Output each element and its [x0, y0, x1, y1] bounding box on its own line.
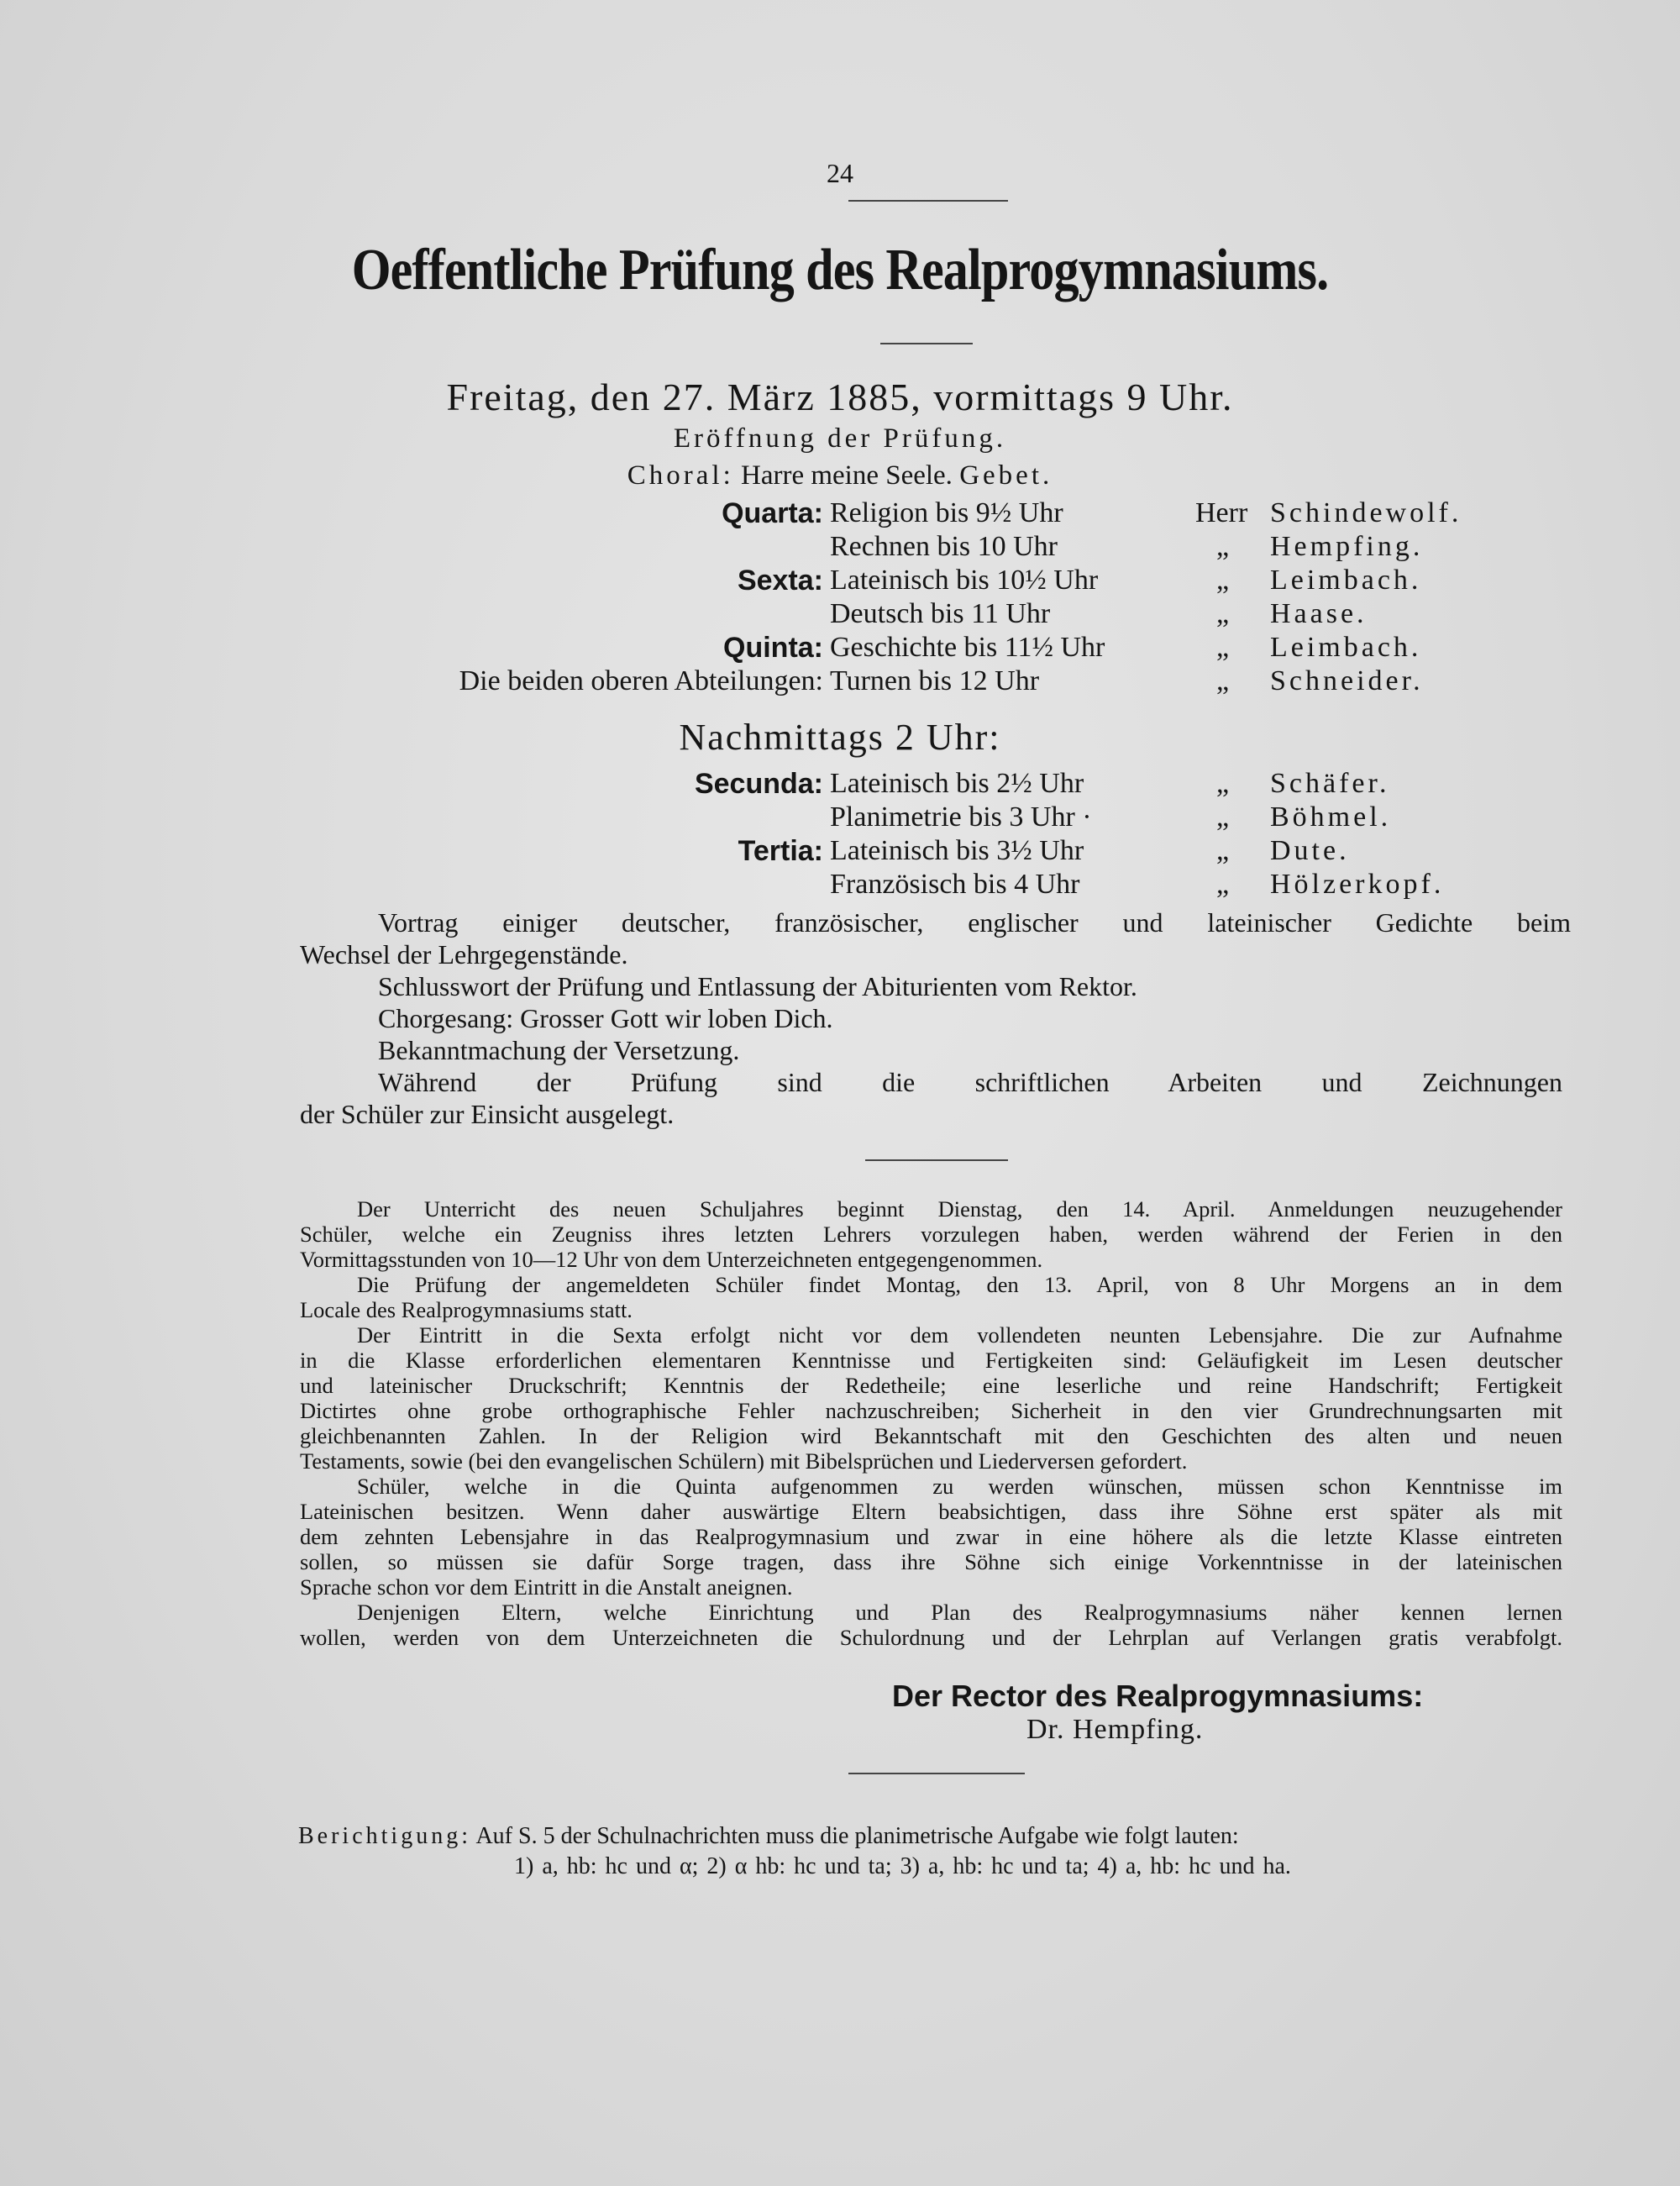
schedule-row — [0, 632, 1680, 665]
schedule-row — [0, 835, 1680, 869]
choral-label: Choral: — [627, 460, 734, 491]
section-rule — [865, 1159, 1008, 1161]
choral-text: Harre meine Seele. — [740, 460, 953, 491]
class-label: Quinta: — [723, 632, 823, 664]
ditto-mark: „ — [1216, 869, 1230, 900]
class-label: Die beiden oberen Abteilungen: — [459, 665, 823, 696]
schedule-row — [0, 801, 1680, 835]
schedule-row — [0, 768, 1680, 801]
notice-line: Vormittagsstunden von 10—12 Uhr von dem Unterzeichneten entgegengenommen. — [300, 1247, 1043, 1272]
class-label: Quarta: — [722, 497, 823, 529]
subject: Turnen bis 12 Uhr — [830, 665, 1040, 696]
notice-line: Schüler, welche in die Quinta aufgenommen zu werden wünschen, müssen schon Kenntnisse im — [357, 1474, 1562, 1499]
subject: Planimetrie bis 3 Uhr · — [830, 801, 1092, 833]
teacher: Haase. — [1270, 598, 1368, 629]
notice-line: dem zehnten Lebensjahre in das Realprogymnasium und zwar in eine höhere als die letzte Klasse eintreten — [300, 1524, 1562, 1549]
subject: Religion bis 9½ Uhr — [830, 497, 1063, 528]
schedule-row — [0, 565, 1680, 598]
closing-line: Während der Prüfung sind die schriftlichen Arbeiten und Zeichnungen — [378, 1067, 1562, 1097]
signature-name: Dr. Hempfing. — [1026, 1714, 1204, 1745]
notice-line: Schüler, welche ein Zeugniss ihres letzten Lehrers vorzulegen haben, werden während der Ferien in den — [300, 1222, 1562, 1247]
correction-label: Berichtigung: — [298, 1823, 471, 1849]
ditto-mark: „ — [1216, 801, 1230, 833]
correction-items: 1) a, hb: hc und α; 2) α hb: hc und ta; 3) a, hb: hc und ta; 4) a, hb: hc und ha. — [514, 1853, 1291, 1879]
teacher: Dute. — [1270, 835, 1350, 866]
subject: Deutsch bis 11 Uhr — [830, 598, 1051, 629]
notice-line: Denjenigen Eltern, welche Einrichtung und Plan des Realprogymnasiums näher kennen lernen — [357, 1600, 1562, 1625]
schedule-row — [0, 531, 1680, 565]
notice-line: sollen, so müssen sie dafür Sorge tragen, dass ihre Söhne sich einige Vorkenntnisse in der lateinischen — [300, 1549, 1562, 1574]
closing-line: Chorgesang: Grosser Gott wir loben Dich. — [378, 1003, 833, 1033]
afternoon-heading: Nachmittags 2 Uhr: — [679, 717, 1001, 758]
subject: Lateinisch bis 3½ Uhr — [830, 835, 1084, 866]
prayer-label: Gebet. — [959, 460, 1053, 491]
notice-line: in die Klasse erforderlichen elementaren Kenntnisse und Fertigkeiten sind: Geläufigkeit im Lesen deutscher — [300, 1348, 1562, 1373]
notice-line: Der Unterricht des neuen Schuljahres beginnt Dienstag, den 14. April. Anmeldungen neuzugehender — [357, 1196, 1562, 1222]
ditto-mark: „ — [1216, 565, 1230, 596]
notice-line: Testaments, sowie (bei den evangelischen Schülern) mit Bibelsprüchen und Liederversen gefordert. — [300, 1448, 1188, 1474]
teacher: Hölzerkopf. — [1270, 869, 1445, 900]
ditto-mark: „ — [1216, 835, 1230, 866]
notice-line: Lateinischen besitzen. Wenn daher auswärtige Eltern beabsichtigen, dass ihre Söhne erst später als mit — [300, 1499, 1562, 1524]
footer-rule — [848, 1773, 1025, 1774]
notice-line: wollen, werden von dem Unterzeichneten die Schulordnung und der Lehrplan auf Verlangen gratis verabfolgt. — [300, 1625, 1562, 1650]
schedule-row — [0, 665, 1680, 699]
notice-line: gleichbenannten Zahlen. In der Religion wird Bekanntschaft mit den Geschichten des alten und neuen — [300, 1423, 1562, 1448]
schedule-row — [0, 497, 1680, 531]
class-label: Sexta: — [737, 565, 823, 596]
schedule-row — [0, 598, 1680, 632]
ditto-mark: „ — [1216, 665, 1230, 696]
teacher: Schneider. — [1270, 665, 1424, 696]
notice-line: Locale des Realprogymnasiums statt. — [300, 1297, 633, 1322]
ditto-mark: „ — [1216, 632, 1230, 663]
signature-title: Der Rector des Realprogymnasiums: — [892, 1679, 1424, 1713]
class-label: Secunda: — [694, 768, 823, 800]
subject: Rechnen bis 10 Uhr — [830, 531, 1058, 562]
closing-line: Schlusswort der Prüfung und Entlassung der Abiturienten vom Rektor. — [378, 971, 1137, 1001]
choral-line — [0, 460, 1680, 491]
ditto-mark: „ — [1216, 768, 1230, 799]
opening-line: Eröffnung der Prüfung. — [673, 423, 1007, 454]
teacher: Hempfing. — [1270, 531, 1424, 562]
closing-line: Vortrag einiger deutscher, französischer, englischer und lateinischer Gedichte beim — [378, 907, 1571, 938]
notice-line: Dictirtes ohne grobe orthographische Fehler nachzuschreiben; Sicherheit in den vier Grundrechnungsarten mit — [300, 1398, 1562, 1423]
closing-line: Bekanntmachung der Versetzung. — [378, 1035, 740, 1065]
subject: Lateinisch bis 10½ Uhr — [830, 565, 1099, 596]
page-number: 24 — [827, 158, 853, 188]
ditto-mark: „ — [1216, 598, 1230, 629]
teacher: Schindewolf. — [1270, 497, 1462, 528]
closing-line: Wechsel der Lehrgegenstände. — [300, 939, 628, 970]
ditto-mark: „ — [1216, 531, 1230, 562]
teacher: Böhmel. — [1270, 801, 1392, 833]
teacher: Leimbach. — [1270, 565, 1422, 596]
subject: Lateinisch bis 2½ Uhr — [830, 768, 1084, 799]
notice-line: und lateinischer Druckschrift; Kenntnis der Redetheile; eine leserliche und reine Handschrift; Fertigkeit — [300, 1373, 1562, 1398]
closing-line: der Schüler zur Einsicht ausgelegt. — [300, 1099, 675, 1129]
notice-line: Der Eintritt in die Sexta erfolgt nicht vor dem vollendeten neunten Lebensjahre. Die zur Aufnahme — [357, 1322, 1562, 1348]
notice-line: Sprache schon vor dem Eintritt in die Anstalt aneignen. — [300, 1574, 793, 1600]
teacher: Schäfer. — [1270, 768, 1390, 799]
correction-line — [298, 1823, 1239, 1850]
header-rule — [848, 200, 1008, 202]
correction-text: Auf S. 5 der Schulnachrichten muss die planimetrische Aufgabe wie folgt lauten: — [475, 1823, 1239, 1849]
subject: Geschichte bis 11½ Uhr — [830, 632, 1105, 663]
page-title: Oeffentliche Prüfung des Realprogymnasiums. — [351, 238, 1329, 302]
class-label: Tertia: — [738, 835, 823, 867]
title-rule — [880, 343, 973, 344]
teacher: Leimbach. — [1270, 632, 1422, 663]
subject: Französisch bis 4 Uhr — [830, 869, 1080, 900]
notice-line: Die Prüfung der angemeldeten Schüler findet Montag, den 13. April, von 8 Uhr Morgens an in dem — [357, 1272, 1562, 1297]
date-heading: Freitag, den 27. März 1885, vormittags 9 Uhr. — [446, 376, 1234, 418]
teacher-prefix: Herr — [1195, 497, 1248, 528]
schedule-row — [0, 869, 1680, 902]
